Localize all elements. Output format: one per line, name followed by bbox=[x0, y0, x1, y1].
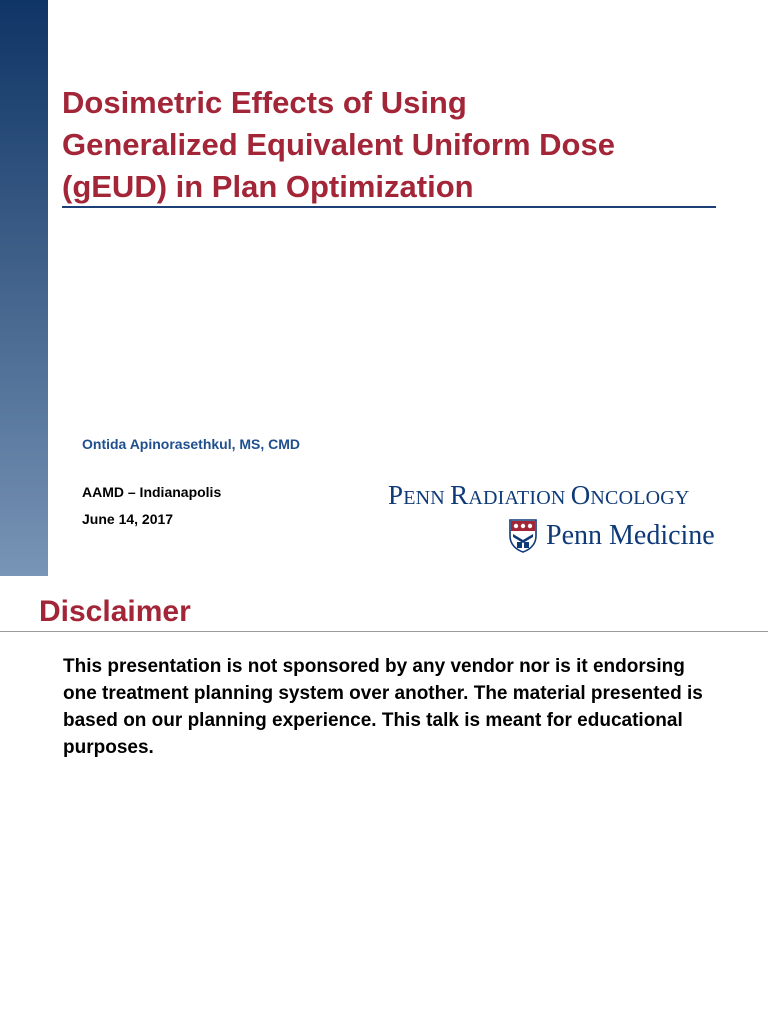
disclaimer-text: This presentation is not sponsored by any vendor nor is it endorsing one treatment planning system over another. The material presented is based on our planning experience. This talk is meant for educational purposes. bbox=[63, 656, 703, 758]
disclaimer-divider bbox=[0, 631, 768, 632]
logo-text: NCOLOGY bbox=[590, 487, 690, 509]
presenter-name: Ontida Apinorasethkul, MS, CMD bbox=[82, 436, 301, 452]
penn-medicine-logo bbox=[508, 514, 715, 558]
logo-letter: O bbox=[570, 480, 591, 510]
logo-text: ENN bbox=[403, 487, 451, 509]
event-name: AAMD – Indianapolis bbox=[82, 484, 222, 500]
event-date: June 14, 2017 bbox=[82, 511, 174, 527]
disclaimer-heading: Disclaimer bbox=[39, 595, 191, 628]
penn-medicine-text: Penn Medicine bbox=[546, 520, 715, 551]
logo-letter: R bbox=[450, 480, 469, 510]
title-underline bbox=[62, 206, 716, 208]
logo-text: ADIATION bbox=[468, 487, 571, 509]
side-gradient-bar bbox=[0, 0, 48, 576]
logo-letter: P bbox=[388, 480, 404, 510]
penn-shield-icon bbox=[508, 518, 538, 554]
penn-radiation-oncology-logo bbox=[388, 478, 690, 515]
slide-title: Dosimetric Effects of Using Generalized Equivalent Uniform Dose (gEUD) in Plan Optimization bbox=[62, 85, 615, 204]
disclaimer-slide bbox=[0, 576, 768, 1024]
